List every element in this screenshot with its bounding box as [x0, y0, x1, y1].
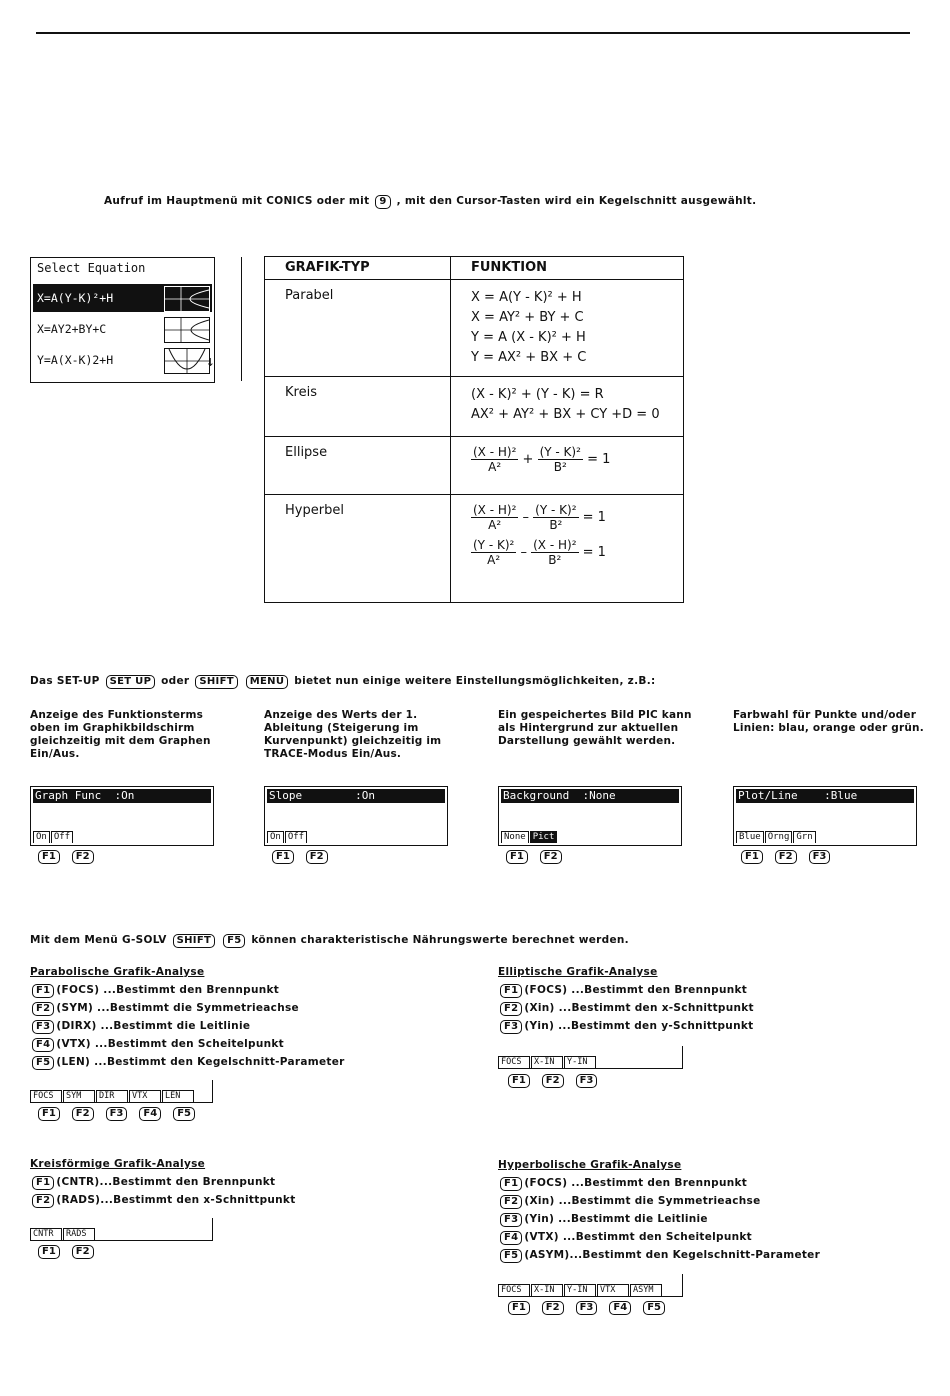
type-hyperbel: Hyperbel — [265, 495, 451, 603]
header-grafik-typ: GRAFIK-TYP — [265, 257, 451, 280]
text-label: A² — [488, 460, 502, 474]
text-label: Mit dem Menü G-SOLV — [30, 934, 167, 946]
tab-off[interactable]: Off — [285, 831, 307, 843]
f1-key-icon: F1 — [500, 1177, 522, 1191]
f2-key-icon: F2 — [32, 1002, 54, 1016]
gsolv-text — [30, 934, 629, 948]
text-label: (FOCS) ...Bestimmt den Brennpunkt — [524, 984, 748, 996]
text-label: (VTX) ...Bestimmt den Scheitelpunkt — [524, 1231, 753, 1243]
f3-key-icon: F3 — [500, 1020, 522, 1034]
text-label: (ASYM)...Bestimmt den Kegelschnitt-Parameter — [524, 1249, 821, 1261]
text-label: A² — [488, 518, 502, 532]
f4-key-icon: F4 — [32, 1038, 54, 1052]
tab-green[interactable]: Grn — [793, 831, 815, 843]
f2-key-icon: F2 — [72, 850, 94, 864]
type-parabel: Parabel — [265, 280, 451, 377]
intro-after: , mit den Cursor-Tasten wird ein Kegelschnitt ausgewählt. — [396, 195, 757, 207]
tab-x-in[interactable]: X-IN — [531, 1284, 563, 1296]
text-label: (DIRX) ...Bestimmt die Leitlinie — [56, 1020, 251, 1032]
equation-option-1[interactable] — [33, 284, 212, 312]
text-label: (Yin) ...Bestimmt die Leitlinie — [524, 1213, 708, 1225]
f5-key-icon: F5 — [32, 1056, 54, 1070]
setting-bar: Background :None — [501, 789, 679, 803]
setting-bar: Slope :On — [267, 789, 445, 803]
tab-orange[interactable]: Orng — [765, 831, 793, 843]
fkey-labels — [739, 849, 840, 864]
f3-key-icon: F3 — [106, 1107, 128, 1121]
f4-key-icon: F4 — [139, 1107, 161, 1121]
parabolic-section — [30, 963, 345, 1071]
fkey-labels — [36, 1244, 104, 1259]
tab-focs[interactable]: FOCS — [30, 1090, 62, 1102]
scroll-down-arrow-icon[interactable]: ↓ — [205, 356, 215, 369]
setup-desc-2: Anzeige des Werts der 1. Ableitung (Steigerung im Kurvenpunkt) gleichzeitig im TRACE-Modus Ein/Aus. — [264, 709, 442, 760]
shift-key-icon: SHIFT — [195, 675, 237, 689]
text-label: oder — [161, 675, 190, 687]
f5-key-icon: F5 — [643, 1301, 665, 1315]
f5-key-icon: F5 — [223, 934, 245, 948]
key-9-icon: 9 — [375, 195, 390, 209]
setup-desc-4: Farbwahl für Punkte und/oder Linien: blau, orange oder grün. — [733, 709, 924, 734]
section-title: Hyperbolische Grafik-Analyse — [498, 1159, 682, 1171]
f1-key-icon: F1 — [38, 1245, 60, 1259]
tab-off[interactable]: Off — [51, 831, 73, 843]
fkey-labels — [506, 1300, 675, 1315]
f3-key-icon: F3 — [576, 1074, 598, 1088]
setup-desc-1: Anzeige des Funktionsterms oben im Graphikbildschirm gleichzeitig mit dem Graphen Ein/Aus. — [30, 709, 211, 760]
hyperbolic-menu-bar — [498, 1274, 683, 1297]
operator: + — [522, 452, 534, 467]
type-kreis: Kreis — [265, 377, 451, 437]
tab-sym[interactable]: SYM — [63, 1090, 95, 1102]
separator-line — [241, 257, 242, 381]
top-rule — [36, 32, 910, 34]
equation-option-2[interactable] — [33, 315, 212, 343]
equation-label: X=AY2+BY+C — [37, 322, 107, 336]
text-label: B² — [548, 553, 562, 567]
fkey-labels — [36, 1106, 205, 1121]
tab-y-in[interactable]: Y-IN — [564, 1056, 596, 1068]
fraction — [533, 503, 578, 532]
f4-key-icon: F4 — [500, 1231, 522, 1245]
setup-desc-3: Ein gespeichertes Bild PIC kann als Hintergrund zur aktuellen Darstellung gewählt werden. — [498, 709, 692, 747]
equals-one: = 1 — [582, 510, 606, 525]
funktion-kreis — [451, 377, 684, 437]
text-label: (X - H)² — [533, 538, 577, 552]
section-title: Kreisförmige Grafik-Analyse — [30, 1158, 206, 1170]
f2-key-icon: F2 — [306, 850, 328, 864]
parabola-graph-icon — [164, 286, 210, 312]
funktion-parabel — [451, 280, 684, 377]
tab-len[interactable]: LEN — [162, 1090, 194, 1102]
hyperbolic-section — [498, 1156, 820, 1264]
select-equation-screen — [30, 257, 215, 383]
fraction — [471, 503, 518, 532]
circular-section — [30, 1155, 296, 1209]
f2-key-icon: F2 — [775, 850, 797, 864]
text-label: B² — [553, 460, 567, 474]
tab-blue[interactable]: Blue — [736, 831, 764, 843]
equation-label: Y=A(X-K)2+H — [37, 353, 114, 367]
f2-key-icon: F2 — [500, 1195, 522, 1209]
tab-y-in[interactable]: Y-IN — [564, 1284, 596, 1296]
setting-bar: Plot/Line :Blue — [736, 789, 914, 803]
equals-one: = 1 — [587, 452, 611, 467]
f5-key-icon: F5 — [173, 1107, 195, 1121]
tab-none[interactable]: None — [501, 831, 529, 843]
equals-one: = 1 — [582, 545, 606, 560]
tab-focs[interactable]: FOCS — [498, 1056, 530, 1068]
f2-key-icon: F2 — [72, 1107, 94, 1121]
fkey-labels — [270, 849, 338, 864]
screen-title: Select Equation — [37, 261, 146, 275]
f1-key-icon: F1 — [500, 984, 522, 998]
text-label: (Xin) ...Bestimmt den x-Schnittpunkt — [524, 1002, 754, 1014]
tab-focs[interactable]: FOCS — [498, 1284, 530, 1296]
header-funktion: FUNKTION — [451, 257, 684, 280]
fkey-labels — [506, 1073, 607, 1088]
text-label: (Y - K)² — [539, 445, 581, 459]
tab-x-in[interactable]: X-IN — [531, 1056, 563, 1068]
tab-dir[interactable]: DIR — [96, 1090, 128, 1102]
equation-label: X=A(Y-K)²+H — [37, 291, 114, 305]
f3-key-icon: F3 — [32, 1020, 54, 1034]
equation: Y = A (X - K)² + H — [471, 330, 586, 345]
text-label: bietet nun einige weitere Einstellungsmöglichkeiten, z.B.: — [294, 675, 656, 687]
text-label: A² — [487, 553, 501, 567]
parabolic-menu-bar — [30, 1080, 213, 1103]
fraction — [538, 445, 583, 474]
f5-key-icon: F5 — [500, 1249, 522, 1263]
f1-key-icon: F1 — [38, 1107, 60, 1121]
text-label: (VTX) ...Bestimmt den Scheitelpunkt — [56, 1038, 285, 1050]
text-label: (LEN) ...Bestimmt den Kegelschnitt-Parameter — [56, 1056, 345, 1068]
menu-key-icon: MENU — [246, 675, 288, 689]
section-title: Elliptische Grafik-Analyse — [498, 966, 658, 978]
tab-on[interactable]: On — [267, 831, 284, 843]
fraction — [471, 445, 518, 474]
text-label: (SYM) ...Bestimmt die Symmetrieachse — [56, 1002, 299, 1014]
text-label: Das SET-UP — [30, 675, 100, 687]
text-label: (RADS)...Bestimmt den x-Schnittpunkt — [56, 1194, 296, 1206]
f2-key-icon: F2 — [542, 1074, 564, 1088]
f1-key-icon: F1 — [508, 1074, 530, 1088]
intro-text — [104, 195, 756, 209]
f1-key-icon: F1 — [508, 1301, 530, 1315]
section-title: Parabolische Grafik-Analyse — [30, 966, 205, 978]
text-label: (Yin) ...Bestimmt den y-Schnittpunkt — [524, 1020, 754, 1032]
f1-key-icon: F1 — [32, 984, 54, 998]
fraction — [531, 538, 578, 567]
text-label: (CNTR)...Bestimmt den Brennpunkt — [56, 1176, 276, 1188]
fkey-labels — [504, 849, 572, 864]
text-label: (X - H)² — [473, 445, 517, 459]
f3-key-icon: F3 — [809, 850, 831, 864]
f1-key-icon: F1 — [741, 850, 763, 864]
text-label: (FOCS) ...Bestimmt den Brennpunkt — [524, 1177, 748, 1189]
f4-key-icon: F4 — [609, 1301, 631, 1315]
intro-before: Aufruf im Hauptmenü mit CONICS oder mit — [104, 195, 370, 207]
f2-key-icon: F2 — [32, 1194, 54, 1208]
text-label: können charakteristische Nährungswerte berechnet werden. — [251, 934, 629, 946]
equation: X = A(Y - K)² + H — [471, 290, 582, 305]
f2-key-icon: F2 — [540, 850, 562, 864]
fkey-labels — [36, 849, 104, 864]
plot-line-screen — [733, 786, 917, 846]
f1-key-icon: F1 — [38, 850, 60, 864]
text-label: (Y - K)² — [535, 503, 577, 517]
graph-func-screen — [30, 786, 214, 846]
tab-on[interactable]: On — [33, 831, 50, 843]
f2-key-icon: F2 — [500, 1002, 522, 1016]
parabola-graph-icon — [164, 348, 210, 374]
text-label: (X - H)² — [473, 503, 517, 517]
f3-key-icon: F3 — [500, 1213, 522, 1227]
fraction — [471, 538, 516, 567]
circular-menu-bar — [30, 1218, 213, 1241]
operator: – — [520, 545, 527, 560]
f2-key-icon: F2 — [72, 1245, 94, 1259]
equation: X = AY² + BY + C — [471, 310, 584, 325]
setup-key-icon: SET UP — [106, 675, 156, 689]
elliptic-menu-bar — [498, 1046, 683, 1069]
background-screen — [498, 786, 682, 846]
f1-key-icon: F1 — [506, 850, 528, 864]
text-label: (Y - K)² — [473, 538, 515, 552]
text-label: (FOCS) ...Bestimmt den Brennpunkt — [56, 984, 280, 996]
f1-key-icon: F1 — [272, 850, 294, 864]
tab-vtx[interactable]: VTX — [597, 1284, 629, 1296]
text-label: (Xin) ...Bestimmt die Symmetrieachse — [524, 1195, 761, 1207]
slope-screen — [264, 786, 448, 846]
funktion-hyperbel — [451, 495, 684, 603]
tab-pict[interactable]: Pict — [530, 831, 558, 843]
equation-option-3[interactable] — [33, 346, 212, 374]
equation: AX² + AY² + BX + CY +D = 0 — [471, 407, 660, 422]
conics-table — [264, 256, 684, 603]
tab-vtx[interactable]: VTX — [129, 1090, 161, 1102]
shift-key-icon: SHIFT — [173, 934, 215, 948]
f2-key-icon: F2 — [542, 1301, 564, 1315]
funktion-ellipse — [451, 437, 684, 495]
tab-cntr[interactable]: CNTR — [30, 1228, 62, 1240]
type-ellipse: Ellipse — [265, 437, 451, 495]
operator: – — [522, 510, 530, 525]
setting-bar: Graph Func :On — [33, 789, 211, 803]
elliptic-section — [498, 963, 754, 1035]
tab-rads[interactable]: RADS — [63, 1228, 95, 1240]
f3-key-icon: F3 — [576, 1301, 598, 1315]
parabola-graph-icon — [164, 317, 210, 343]
equation: (X - K)² + (Y - K) = R — [471, 387, 604, 402]
text-label: B² — [549, 518, 563, 532]
setup-text — [30, 675, 655, 689]
f1-key-icon: F1 — [32, 1176, 54, 1190]
equation: Y = AX² + BX + C — [471, 350, 587, 365]
tab-asym[interactable]: ASYM — [630, 1284, 662, 1296]
